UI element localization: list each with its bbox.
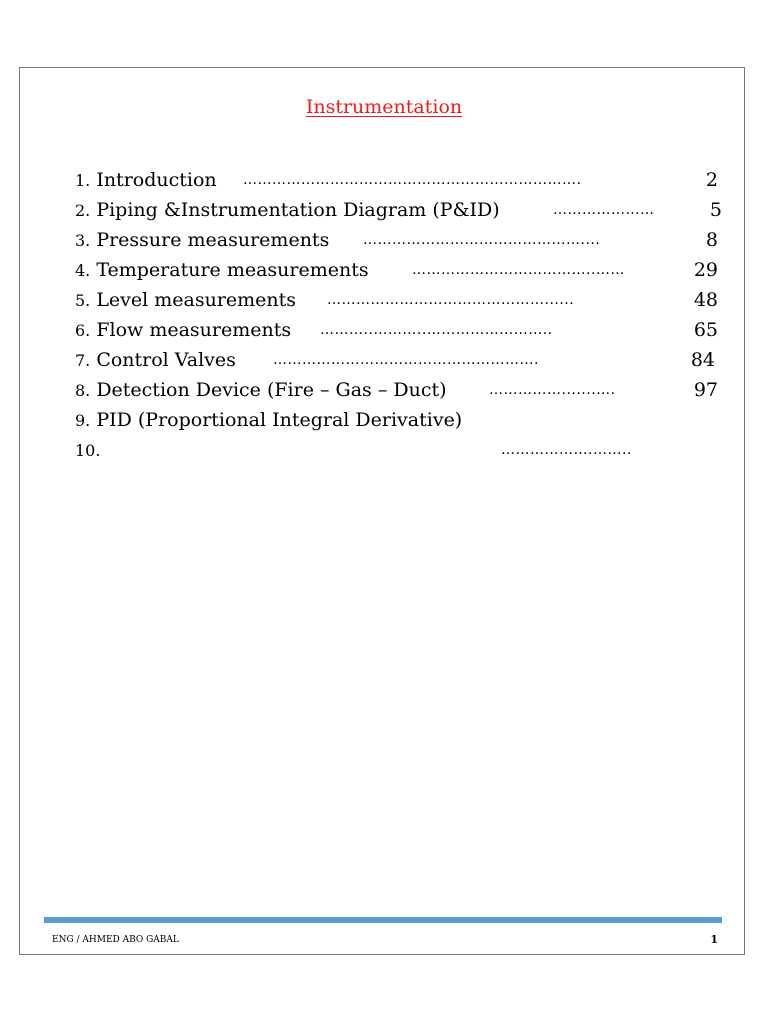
- toc-page-number: 48: [693, 289, 718, 311]
- toc-entry-text: Control Valves: [96, 349, 236, 371]
- toc-entry-number: 9.: [75, 411, 91, 430]
- toc-entry: [75, 348, 236, 373]
- toc-leader-dots: ……………………………………………….: [273, 352, 539, 368]
- toc-page-number: 5: [709, 199, 722, 221]
- toc-entry-number: 2.: [75, 201, 91, 220]
- footer-divider: [44, 917, 722, 923]
- toc-entry-number: 6.: [75, 321, 91, 340]
- toc-entry-number: 3.: [75, 231, 91, 250]
- toc-entry: [75, 378, 447, 403]
- toc-leader-dots: …………………………………………………………….: [243, 172, 582, 188]
- toc-entry-text: Level measurements: [96, 289, 297, 311]
- toc-entry-text: Detection Device (Fire – Gas – Duct): [96, 379, 447, 401]
- footer-author: ENG / AHMED ABO GABAL: [52, 935, 179, 945]
- footer-page-number: 1: [710, 933, 718, 946]
- toc-entry: [75, 228, 329, 253]
- toc-leader-dots: …………….......….: [489, 382, 616, 398]
- toc-leader-dots: ………………………………………......: [327, 292, 575, 308]
- toc-entry-number: 7.: [75, 351, 91, 370]
- toc-entry: [75, 258, 369, 283]
- toc-page-number: 29: [693, 259, 718, 281]
- toc-leader-dots: ……………….……..: [501, 442, 632, 458]
- toc-entry-text: Flow measurements: [96, 319, 292, 341]
- toc-entry-number: 5.: [75, 291, 91, 310]
- toc-entry: [75, 408, 462, 433]
- toc-entry-text: PID (Proportional Integral Derivative): [96, 409, 463, 431]
- toc-page-number: 65: [693, 319, 718, 341]
- toc-entry: [75, 438, 100, 463]
- toc-entry: [75, 288, 296, 313]
- document-title: Instrumentation: [305, 96, 463, 118]
- toc-entry-number: 8.: [75, 381, 91, 400]
- toc-entry-text: Pressure measurements: [96, 229, 330, 251]
- toc-page-number: 97: [693, 379, 718, 401]
- toc-entry-number: 10.: [75, 441, 101, 460]
- toc-entry: [75, 168, 217, 193]
- toc-page-number: 8: [705, 229, 718, 251]
- toc-leader-dots: ………..………..……………………..: [320, 322, 553, 338]
- toc-page-number: 84: [690, 349, 715, 371]
- toc-leader-dots: ………………………………………....: [363, 232, 601, 248]
- toc-entry-number: 1.: [75, 171, 91, 190]
- toc-page-number: 2: [705, 169, 718, 191]
- toc-leader-dots: ………………………………..……: [412, 262, 625, 278]
- toc-entry-text: Introduction: [96, 169, 217, 191]
- toc-entry: [75, 318, 291, 343]
- toc-entry-text: Temperature measurements: [96, 259, 369, 281]
- toc-leader-dots: …………………: [553, 202, 655, 218]
- toc-entry: [75, 198, 500, 223]
- toc-entry-number: 4.: [75, 261, 91, 280]
- toc-entry-text: Piping &Instrumentation Diagram (P&ID): [96, 199, 500, 221]
